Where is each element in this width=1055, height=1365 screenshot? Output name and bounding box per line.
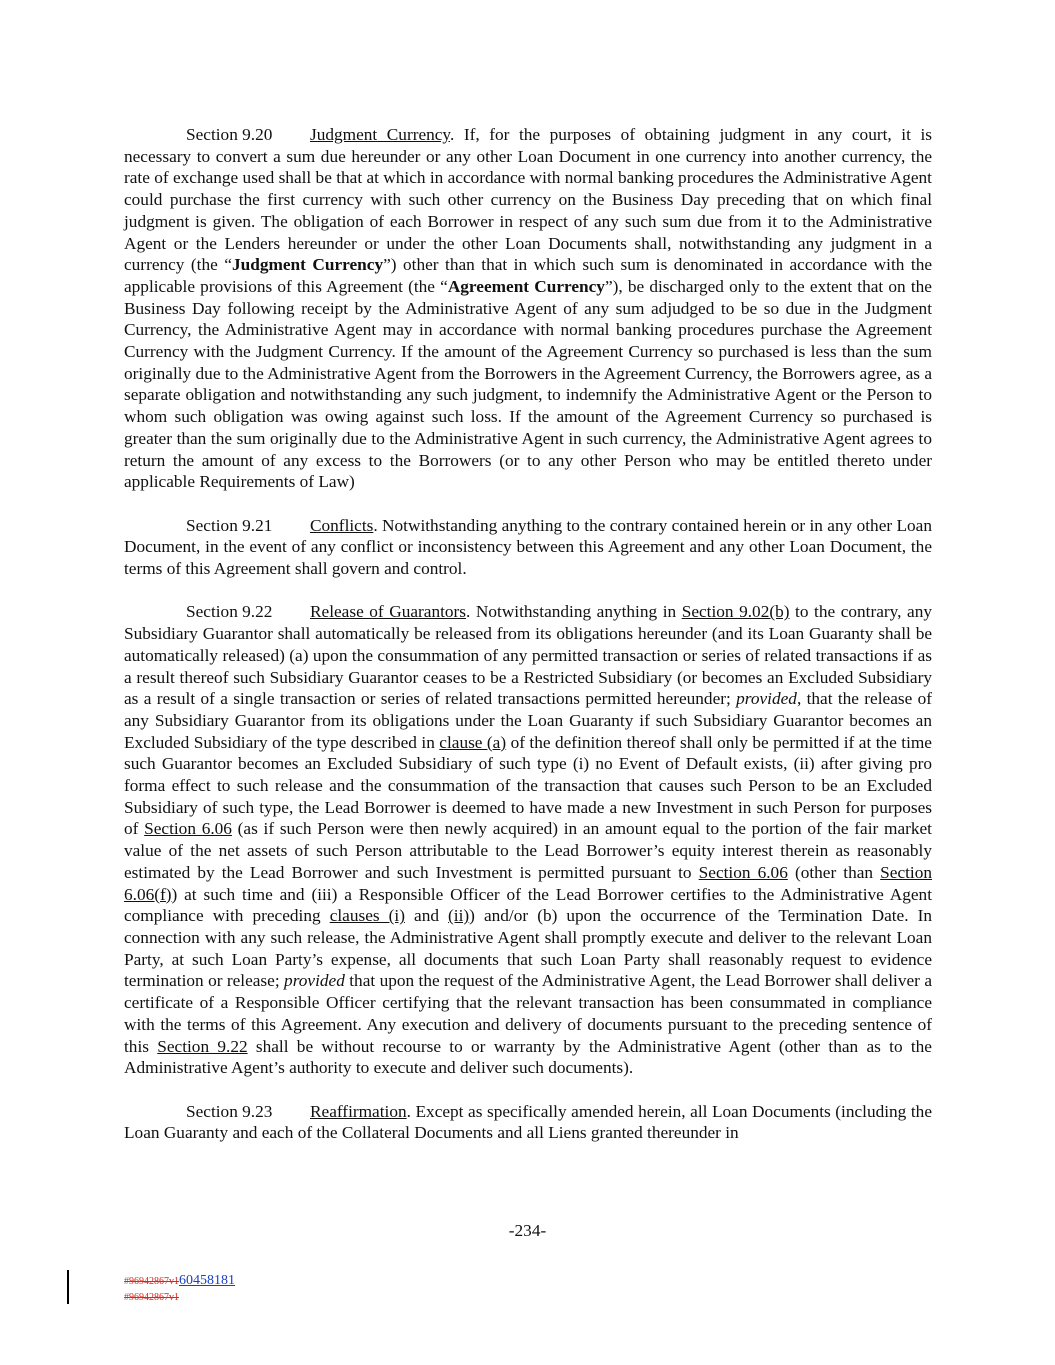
- section-number: Section 9.21: [186, 515, 273, 535]
- cross-reference: clause (a): [439, 732, 507, 752]
- defined-term: Agreement Currency: [447, 276, 605, 296]
- cross-reference: Section 9.02(b): [681, 602, 790, 622]
- cross-reference: Section 6.06: [698, 862, 788, 882]
- cross-reference: Section 6.06: [144, 819, 232, 839]
- section-9-22: Section 9.22 Release of Guarantors. Notwithstanding anything in Section 9.02(b) to the contrary, any Subsidiary Guarantor shall automatically be released from its obligations hereunder (and its Loan Guaranty shall be automatically released) (a) upon the consummation of any permitted transaction or series of related transactions if as a result thereof such Subsidiary Guarantor ceases to be a Restricted Subsidiary (or becomes an Excluded Subsidiary as a result of a single transaction or series of related transactions permitted hereunder; provided, that the release of any Subsidiary Guarantor from its obligations under the Loan Guaranty if such Subsidiary Guarantor becomes an Excluded Subsidiary of the type described in clause (a) of the definition thereof shall only be permitted if at the time such Guarantor becomes an Excluded Subsidiary of such type (i) no Event of Default exists, (ii) after giving pro forma effect to such release and the consummation of the transaction that causes such Person to be an Excluded Subsidiary of such type, the Lead Borrower is deemed to have made a new Investment in such Person for purposes of Section 6.06 (as if such Person were then newly acquired) in an amount equal to the portion of the fair market value of the net assets of such Person attributable to the Lead Borrower’s equity interest therein as reasonably estimated by the Lead Borrower and such Investment is permitted pursuant to Section 6.06 (other than Section 6.06(f)) at such time and (iii) a Responsible Officer of the Lead Borrower certifies to the Administrative Agent compliance with preceding clauses (i) and (ii)) and/or (b) upon the occurrence of the Termination Date. In connection with any such release, the Administrative Agent shall promptly execute and deliver to the relevant Loan Party, at such Loan Party’s expense, all documents that such Loan Party shall reasonably request to evidence termination or release; provided that upon the request of the Administrative Agent, the Lead Borrower shall deliver a certificate of a Responsible Officer certifying that the relevant transaction has been consummated in compliance with the terms of this Agreement. Any execution and delivery of documents pursuant to the preceding sentence of this Section 9.22 shall be without recourse to or warranty by the Administrative Agent (other than as to the Administrative Agent’s authority to execute and deliver such documents).: [124, 602, 933, 1078]
- section-heading: Reaffirmation: [310, 1101, 407, 1121]
- deleted-doc-id: #96942867v1: [124, 1276, 179, 1287]
- cross-reference: (ii): [448, 906, 470, 926]
- document-body: [124, 124, 932, 1166]
- section-heading: Judgment Currency: [310, 125, 450, 144]
- cross-reference: Section 6.06(f): [124, 862, 932, 904]
- change-bar: [67, 1270, 69, 1304]
- section-9-23: Section 9.23 Reaffirmation. Except as specifically amended herein, all Loan Documents (including the Loan Guaranty and each of the Collateral Documents and all Liens granted thereunder in: [124, 1101, 932, 1143]
- document-id-block: [124, 1273, 235, 1305]
- section-9-20: Section 9.20 Judgment Currency. If, for the purposes of obtaining judgment in any court, it is necessary to convert a sum due hereunder or any other Loan Document in one currency into another currency, the rate of exchange used shall be that at which in accordance with normal banking procedures the Administrative Agent could purchase the first currency with such other currency on the Business Day preceding that on which final judgment is given. The obligation of each Borrower in respect of any such sum due from it to the Administrative Agent or the Lenders hereunder or under the other Loan Documents shall, notwithstanding any judgment in a currency (the “Judgment Currency”) other than that in which such sum is denominated in accordance with the applicable provisions of this Agreement (the “Agreement Currency”), be discharged only to the extent that on the Business Day following receipt by the Administrative Agent of any sum adjudged to be so due in the Judgment Currency, the Administrative Agent may in accordance with normal banking procedures purchase the Agreement Currency with the Judgment Currency. If the amount of the Agreement Currency so purchased is less than the sum originally due to the Administrative Agent from the Borrowers in the Agreement Currency, the Borrowers agree, as a separate obligation and notwithstanding any such judgment, to indemnify the Administrative Agent or the Person to whom such obligation was owing against such loss. If the amount of the Agreement Currency so purchased is greater than the sum originally due to the Administrative Agent in such currency, the Administrative Agent agrees to return the amount of any excess to the Borrowers (or to any other Person who may be entitled thereto under applicable Requirements of Law): [124, 125, 933, 492]
- section-heading: Conflicts: [310, 515, 374, 535]
- defined-term: Judgment Currency: [231, 255, 384, 275]
- section-number: Section 9.22: [186, 602, 273, 622]
- section-heading: Release of Guarantors: [310, 602, 467, 622]
- cross-reference: Section 9.22: [157, 1036, 248, 1056]
- section-number: Section 9.23: [186, 1101, 273, 1121]
- proviso-term: provided: [736, 689, 797, 709]
- section-9-21: Section 9.21 Conflicts. Notwithstanding anything to the contrary contained herein or in any other Loan Document, in the event of any conflict or inconsistency between this Agreement and any other Loan Document, the terms of this Agreement shall govern and control.: [124, 515, 932, 579]
- deleted-doc-id: #96942867v1: [124, 1292, 179, 1303]
- page-number: -234-: [508, 1221, 547, 1240]
- section-number: Section 9.20: [186, 125, 273, 144]
- proviso-term: provided: [284, 971, 345, 991]
- cross-reference: clauses (i): [329, 906, 405, 926]
- inserted-doc-id: 60458181: [179, 1273, 235, 1288]
